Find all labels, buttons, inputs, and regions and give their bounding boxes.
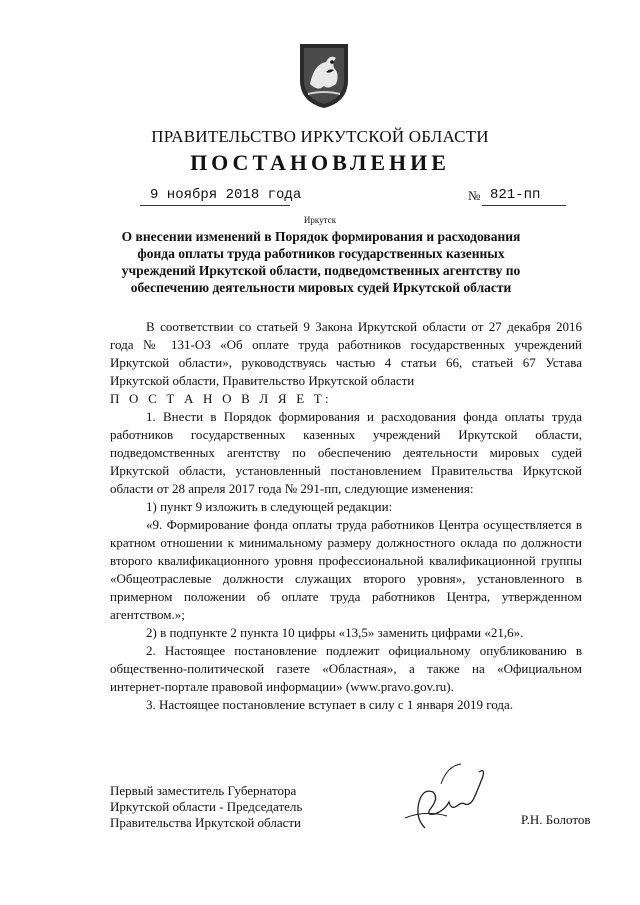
- document-number: 821-пп: [490, 187, 541, 203]
- city: Иркутск: [303, 215, 337, 225]
- date-underline: [140, 205, 290, 206]
- document-title: О внесении изменений в Порядок формирования и расходования фонда оплаты труда работников государственных казенных учреждений Иркутской области, подведомственных агентству по обеспечению деятельности мировых судей Иркутской области: [121, 229, 521, 295]
- position-line-2: Иркутской области - Председатель: [110, 799, 303, 814]
- paragraph-3: 3. Настоящее постановление вступает в силу с 1 января 2019 года.: [146, 697, 514, 712]
- document-date: 9 ноября 2018 года: [150, 187, 302, 203]
- document-body: [110, 318, 582, 714]
- resolves-heading: П О С Т А Н О В Л Я Е Т:: [110, 391, 332, 406]
- quoted-text: «9. Формирование фонда оплаты труда работников Центра осуществляется в кратном отношении к минимальному размеру должностного оклада по должности второго квалификационного уровня профессиональной квалификационной группы «Общеотраслевые должности служащих второго уровня», установленного в примерном положении об оплате труда работников Центра, утвержденном агентством.»;: [110, 517, 582, 622]
- handwritten-signature: [385, 758, 495, 838]
- number-label: №: [468, 188, 481, 203]
- coat-of-arms-icon: [296, 40, 352, 110]
- subparagraph-2: 2) в подпункте 2 пункта 10 цифры «13,5» заменить цифрами «21,6».: [146, 625, 524, 640]
- preamble: В соответствии со статьей 9 Закона Иркутской области от 27 декабря 2016 года № 131-ОЗ «Об оплате труда работников государственных учреждений Иркутской области», руководствуясь частью 4 статьи 66, статьей 67 Устава Иркутской области, Правительство Иркутской области: [110, 319, 582, 388]
- document-kind: ПОСТАНОВЛЕНИЕ: [190, 150, 450, 175]
- position-line-1: Первый заместитель Губернатора: [110, 783, 297, 798]
- subparagraph-1: 1) пункт 9 изложить в следующей редакции:: [146, 499, 393, 514]
- paragraph-2: 2. Настоящее постановление подлежит официальному опубликованию в общественно-политической газете «Областная», а также на «Официальном интернет-портале правовой информации» (www.pravo.gov.ru).: [110, 643, 582, 694]
- position-line-3: Правительства Иркутской области: [110, 815, 302, 830]
- government-name: ПРАВИТЕЛЬСТВО ИРКУТСКОЙ ОБЛАСТИ: [151, 127, 489, 146]
- signatory-position: [110, 783, 302, 831]
- number-underline: [482, 205, 566, 206]
- paragraph-1: 1. Внести в Порядок формирования и расходования фонда оплаты труда работников государственных казенных учреждений Иркутской области, подведомственных агентству по обеспечению деятельности мировых судей Иркутской области, установленный постановлением Правительства Иркутской области от 28 апреля 2017 года № 291-пп, следующие изменения:: [110, 409, 582, 496]
- signatory-name: Р.Н. Болотов: [521, 812, 591, 827]
